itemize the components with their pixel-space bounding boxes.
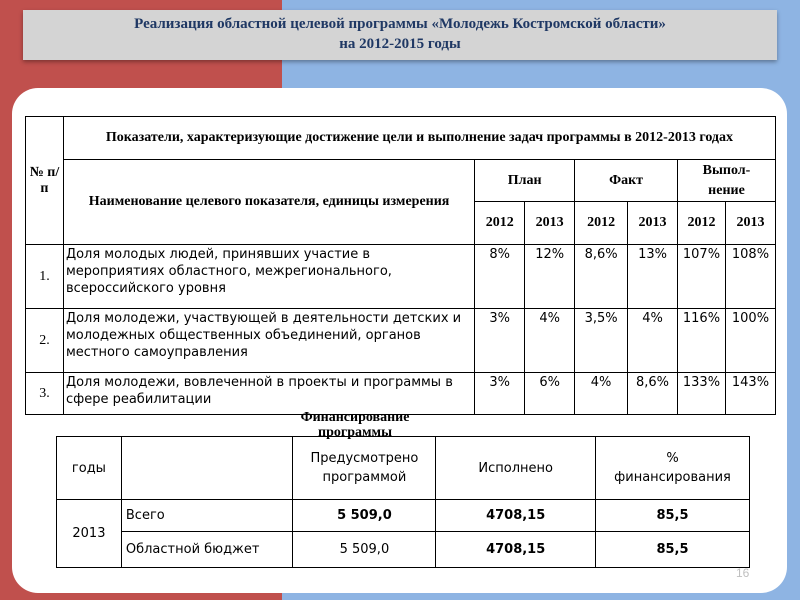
table-row — [57, 532, 750, 568]
value-cell: 116% — [678, 309, 726, 373]
year-header: 2013 — [525, 202, 575, 245]
value-cell: 4% — [575, 373, 628, 415]
col-name-header: Наименование целевого показателя, единицы измерения — [63, 160, 474, 245]
group-header: Показатели, характеризующие достижение цели и выполнение задач программы в 2012-2013 годах — [63, 117, 775, 160]
year-cell: 2013 — [57, 500, 122, 568]
col-num-header: № п/п — [26, 117, 64, 245]
table-header-row — [26, 117, 776, 160]
indicator-name: Доля молодых людей, принявших участие в мероприятиях областного, межрегионального, всероссийского уровня — [63, 245, 474, 309]
value-cell: 6% — [525, 373, 575, 415]
value-cell: 12% — [525, 245, 575, 309]
table-row — [26, 309, 776, 373]
value-cell: 8,6% — [628, 373, 678, 415]
indicators-table — [25, 116, 776, 415]
indicator-name: Доля молодежи, вовлеченной в проекты и программы в сфере реабилитации — [63, 373, 474, 415]
percent-cell: 85,5 — [596, 500, 750, 532]
table-row — [57, 500, 750, 532]
year-header: 2012 — [475, 202, 525, 245]
table-header-row — [26, 160, 776, 202]
executed-cell: 4708,15 — [436, 532, 596, 568]
value-cell: 3% — [475, 373, 525, 415]
col-percent-header: % финансирования — [596, 437, 750, 500]
row-number: 3. — [26, 373, 64, 415]
executed-cell: 4708,15 — [436, 500, 596, 532]
indicator-name: Доля молодежи, участвующей в деятельности детских и молодежных общественных объединений, органов местного самоуправления — [63, 309, 474, 373]
planned-cell: 5 509,0 — [293, 532, 436, 568]
value-cell: 3,5% — [575, 309, 628, 373]
row-label: Областной бюджет — [121, 532, 293, 568]
value-cell: 13% — [628, 245, 678, 309]
value-cell: 107% — [678, 245, 726, 309]
value-cell: 3% — [475, 309, 525, 373]
year-header: 2012 — [575, 202, 628, 245]
year-header: 2013 — [725, 202, 775, 245]
col-executed-header: Исполнено — [436, 437, 596, 500]
row-number: 2. — [26, 309, 64, 373]
value-cell: 100% — [725, 309, 775, 373]
col-plan-header: План — [475, 160, 575, 202]
financing-table — [56, 436, 750, 568]
col-fact-header: Факт — [575, 160, 678, 202]
col-exec-header: Выпол- нение — [678, 160, 776, 202]
value-cell: 133% — [678, 373, 726, 415]
value-cell: 8,6% — [575, 245, 628, 309]
page-number: 16 — [736, 566, 750, 580]
col-planned-header: Предусмотрено программой — [293, 437, 436, 500]
value-cell: 8% — [475, 245, 525, 309]
table-row — [26, 245, 776, 309]
value-cell: 108% — [725, 245, 775, 309]
slide-title-line2: на 2012-2015 годы — [339, 36, 461, 52]
table-row — [26, 373, 776, 415]
year-header: 2012 — [678, 202, 726, 245]
value-cell: 143% — [725, 373, 775, 415]
year-header: 2013 — [628, 202, 678, 245]
slide-title — [23, 10, 777, 60]
value-cell: 4% — [525, 309, 575, 373]
row-number: 1. — [26, 245, 64, 309]
planned-cell: 5 509,0 — [293, 500, 436, 532]
slide-title-line1: Реализация областной целевой программы «Молодежь Костромской области» — [134, 16, 666, 32]
financing-caption: Финансирование программы — [300, 410, 410, 440]
percent-cell: 85,5 — [596, 532, 750, 568]
col-years-header: годы — [57, 437, 122, 500]
row-label: Всего — [121, 500, 293, 532]
blank-header-cell — [121, 437, 293, 500]
financing-header-row — [57, 437, 750, 500]
value-cell: 4% — [628, 309, 678, 373]
